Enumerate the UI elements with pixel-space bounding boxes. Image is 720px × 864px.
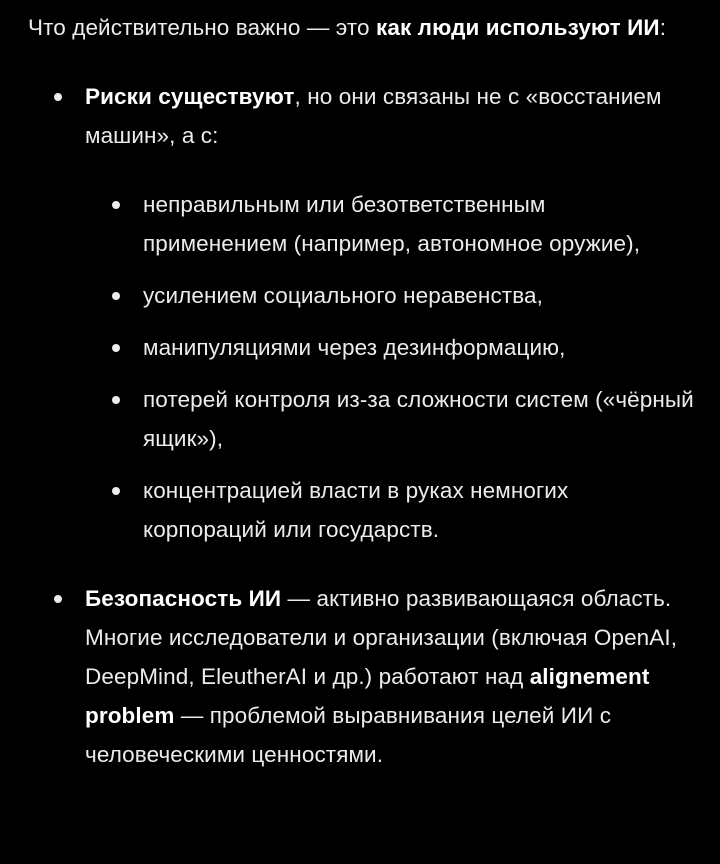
list-item-risks <box>28 77 696 549</box>
list-item: потерей контроля из-за сложности систем («чёрный ящик»), <box>85 380 696 458</box>
safety-text-2: — проблемой выравнивания целей ИИ с человеческими ценностями. <box>85 703 612 767</box>
list-item-safety <box>28 579 696 774</box>
intro-text-after: : <box>659 15 667 40</box>
list-item: неправильным или безответственным применением (например, автономное оружие), <box>85 185 696 263</box>
intro-paragraph <box>28 8 696 47</box>
safety-bold-2: alignement problem <box>85 664 650 728</box>
list-item: манипуляциями через дезинформацию, <box>85 328 696 367</box>
safety-text-1: — активно развивающаяся область. Многие исследователи и организации (включая OpenAI, DeepMind, EleutherAI и др.) работают над <box>85 586 678 689</box>
intro-text-before: Что действительно важно — это <box>28 15 376 40</box>
list-item: усилением социального неравенства, <box>85 276 696 315</box>
main-list <box>28 77 696 774</box>
risks-bold: Риски существуют <box>85 84 295 109</box>
safety-bold: Безопасность ИИ <box>85 586 282 611</box>
list-item: концентрацией власти в руках немногих корпораций или государств. <box>85 471 696 549</box>
intro-bold: как люди используют ИИ <box>375 15 660 40</box>
risks-sublist <box>85 185 696 549</box>
risks-text: , но они связаны не с «восстанием машин», а с: <box>85 84 662 148</box>
